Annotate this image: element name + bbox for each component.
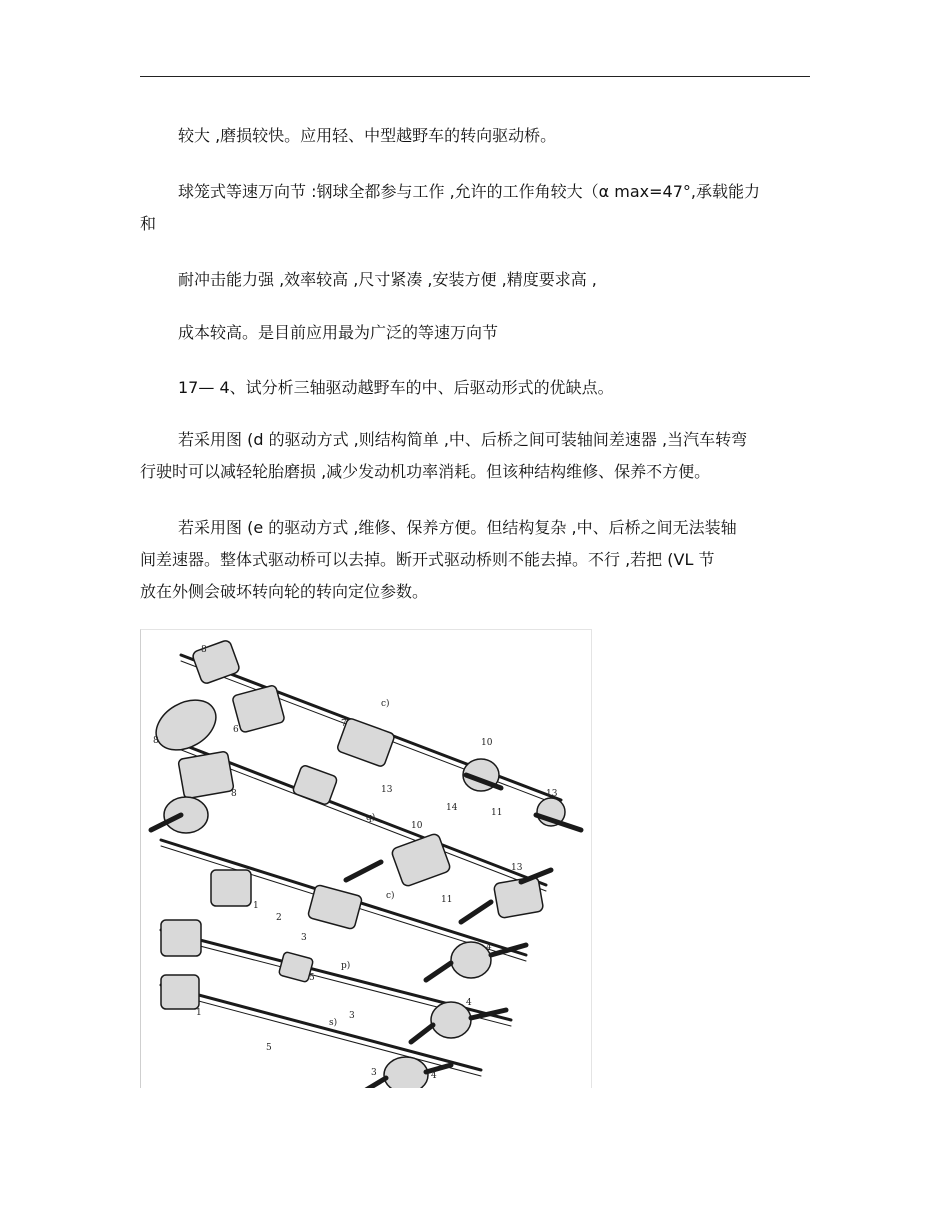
label-7: 7 <box>341 719 347 729</box>
paragraph-2-line-1: 球笼式等速万向节 :钢球全都参与工作 ,允许的工作角较大（α max=47°,承载能力 <box>178 182 760 201</box>
label-8-top: 8 <box>201 645 207 655</box>
paragraph-3: 耐冲击能力强 ,效率较高 ,尺寸紧凑 ,安装方便 ,精度要求高 , <box>178 270 597 289</box>
label-6: 6 <box>233 725 239 735</box>
drive-axle-drawing <box>141 630 591 1088</box>
paragraph-7-line-3: 放在外侧会破坏转向轮的转向定位参数。 <box>140 582 429 601</box>
label-4-low: 4 <box>466 998 472 1008</box>
question-heading: 17— 4、试分析三轴驱动越野车的中、后驱动形式的优缺点。 <box>178 378 614 397</box>
label-1-low: 1 <box>196 1008 202 1018</box>
label-q: q) <box>366 813 376 823</box>
paragraph-4: 成本较高。是目前应用最为广泛的等速万向节 <box>178 323 499 342</box>
label-3-bottom: 3 <box>371 1068 377 1078</box>
label-13-mid: 13 <box>511 863 523 873</box>
label-13-top: 13 <box>546 789 558 799</box>
label-2: 2 <box>276 913 282 923</box>
label-s: s) <box>329 1018 338 1028</box>
label-10-mid: 10 <box>411 821 423 831</box>
header-rule <box>140 76 810 77</box>
label-5-low: 5 <box>266 1043 272 1053</box>
label-4-mid: 4 <box>486 943 492 953</box>
label-14: 14 <box>446 803 458 813</box>
label-11-mid: 11 <box>441 895 453 905</box>
paragraph-6-line-2: 行驶时可以减轻轮胎磨损 ,减少发动机功率消耗。但该种结构维修、保养不方便。 <box>140 462 711 481</box>
label-1: 1 <box>253 901 259 911</box>
label-8-mid: 8 <box>153 736 159 746</box>
label-5: 5 <box>309 973 315 983</box>
label-c-mid: c) <box>386 891 395 901</box>
label-8-low: 8 <box>231 789 237 799</box>
label-4-bottom: 4 <box>431 1071 437 1081</box>
paragraph-1: 较大 ,磨损较快。应用轻、中型越野车的转向驱动桥。 <box>178 126 557 145</box>
label-11-top: 11 <box>491 808 503 818</box>
paragraph-2-line-2: 和 <box>140 214 157 233</box>
label-3-low: 3 <box>349 1011 355 1021</box>
label-p: p) <box>341 961 351 971</box>
label-3: 3 <box>301 933 307 943</box>
label-13-left: 13 <box>381 785 393 795</box>
paragraph-7-line-2: 间差速器。整体式驱动桥可以去掉。断开式驱动桥则不能去掉。不行 ,若把 (VL 节 <box>140 550 715 569</box>
paragraph-7-line-1: 若采用图 (e 的驱动方式 ,维修、保养方便。但结构复杂 ,中、后桥之间无法装轴 <box>178 518 737 537</box>
label-c-top: c) <box>381 699 390 709</box>
drive-layout-figure <box>140 629 592 1088</box>
paragraph-6-line-1: 若采用图 (d 的驱动方式 ,则结构简单 ,中、后桥之间可装轴间差速器 ,当汽车转弯 <box>178 430 748 449</box>
label-10-top: 10 <box>481 738 493 748</box>
